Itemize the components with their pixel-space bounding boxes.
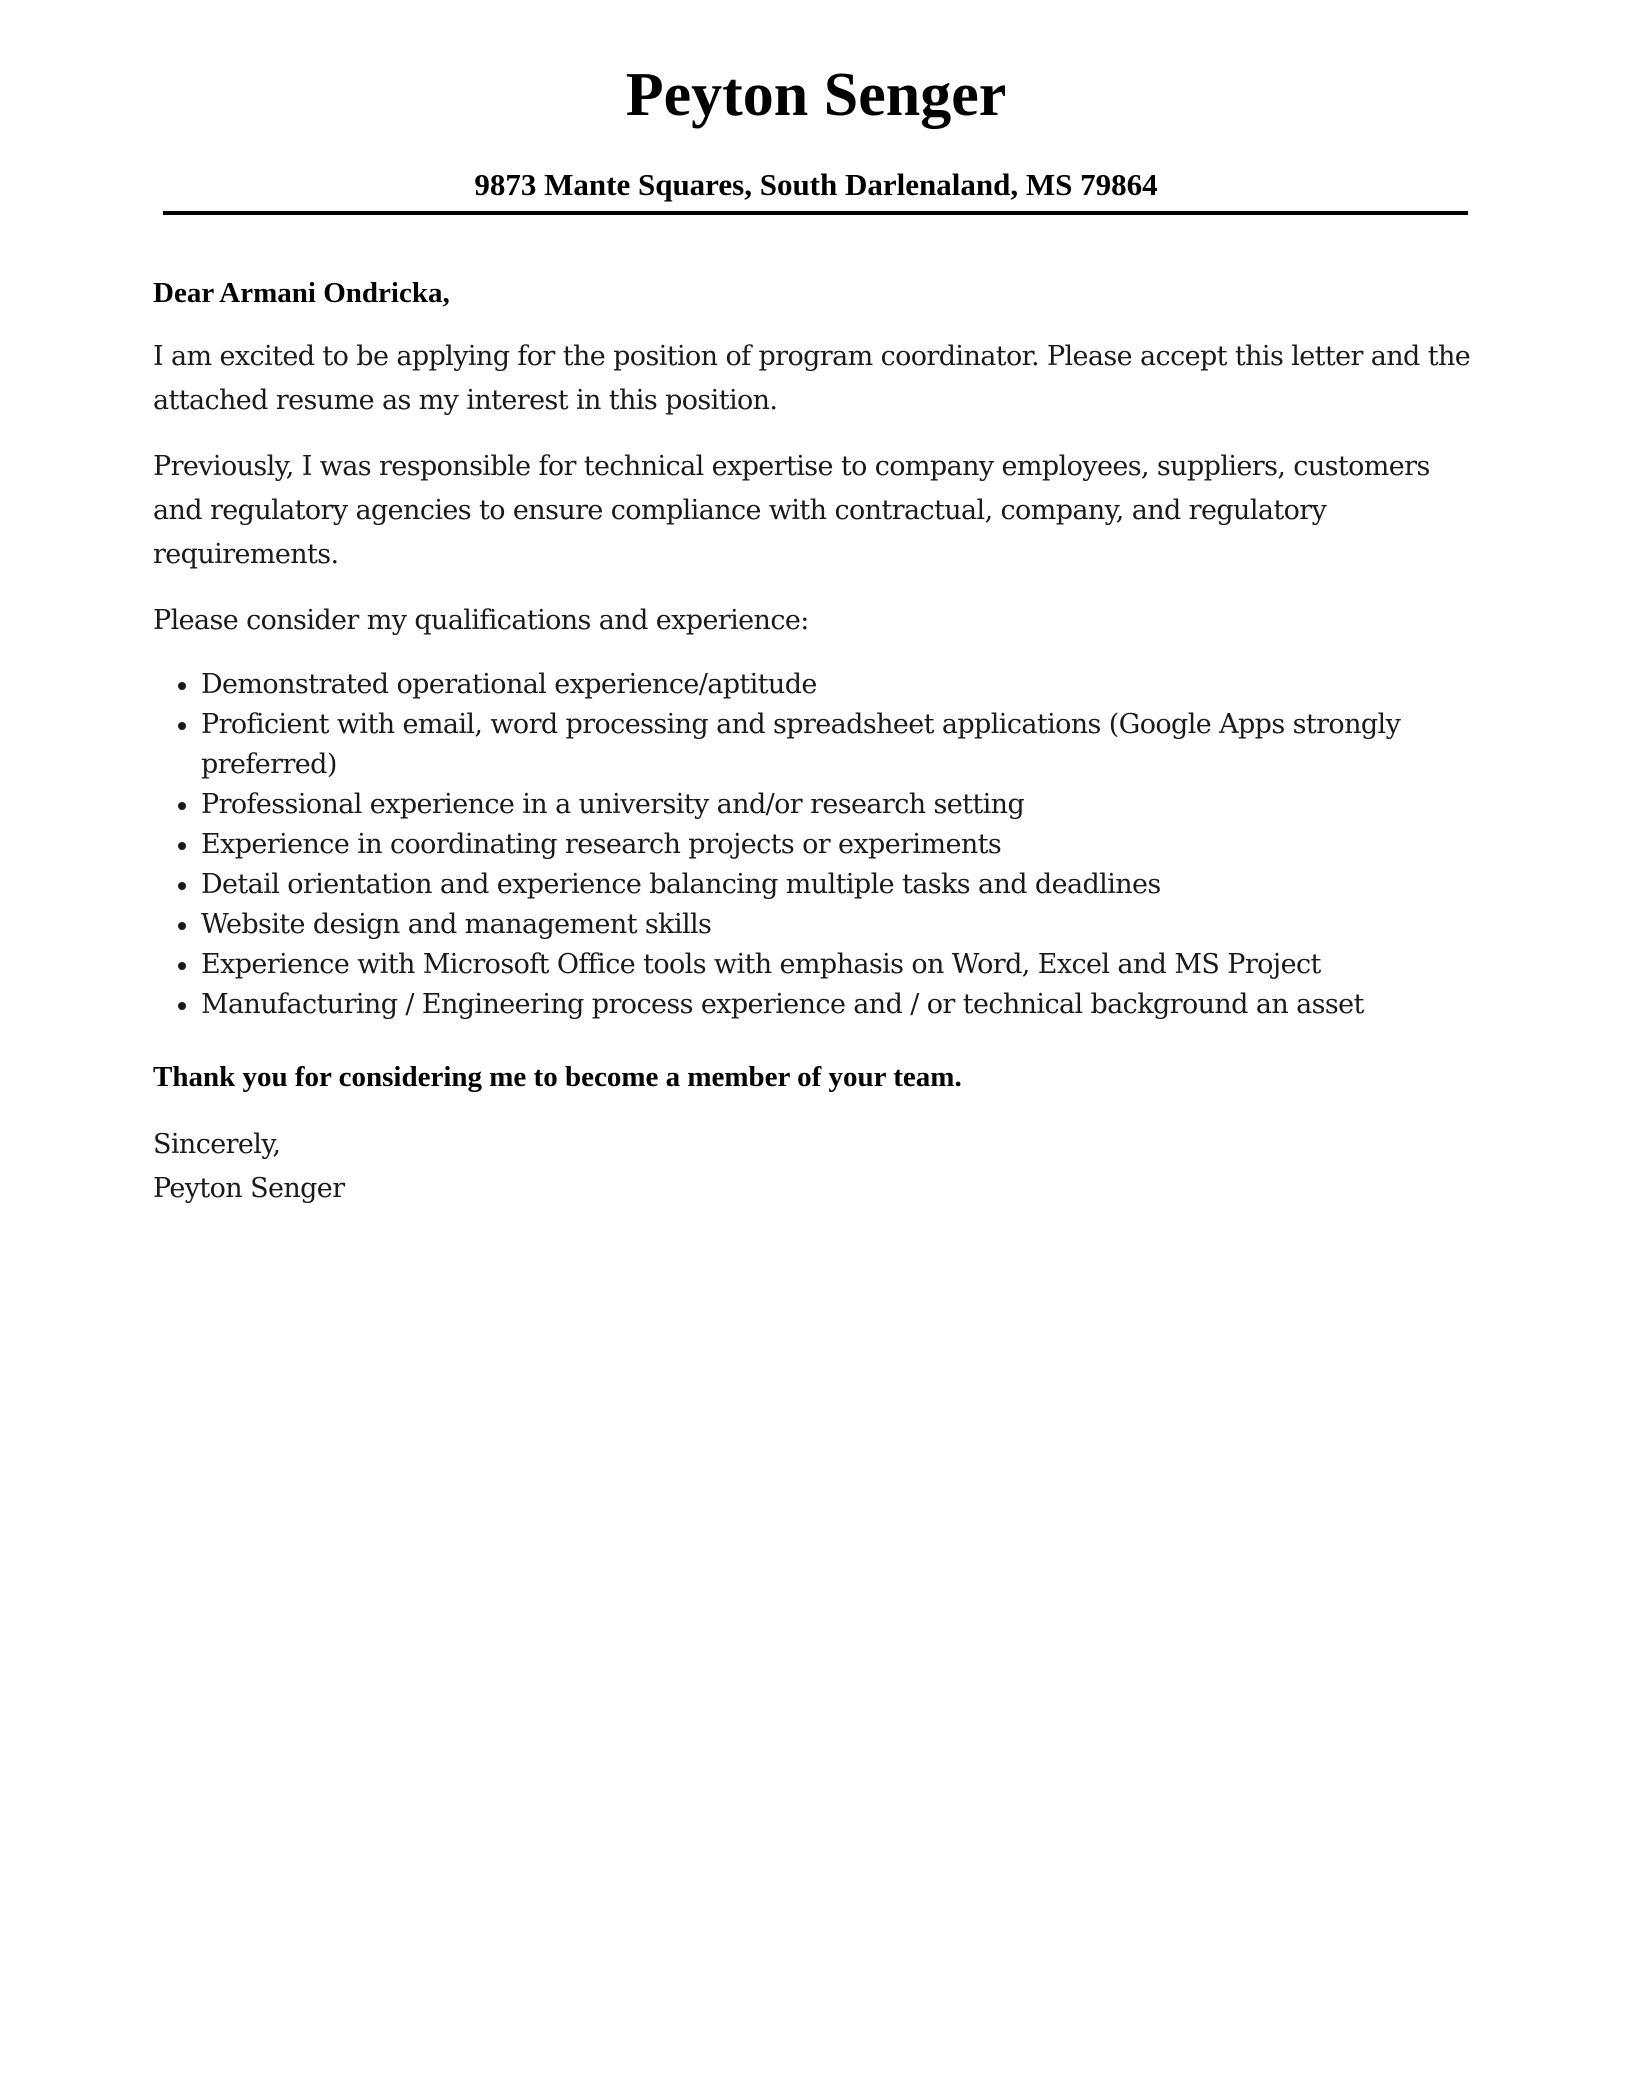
list-item	[153, 905, 1483, 945]
header-divider	[163, 211, 1468, 215]
experience-paragraph: Previously, I was responsible for technical expertise to company employees, suppliers, customers and regulatory agencies to ensure compliance with contractual, company, and regulatory requirements.	[153, 451, 1430, 570]
bullet-icon	[178, 842, 186, 850]
list-item	[153, 985, 1483, 1025]
letter-body	[153, 273, 1483, 1211]
signature-name: Peyton Senger	[153, 1173, 345, 1204]
bullet-icon	[178, 802, 186, 810]
list-item-text: Manufacturing / Engineering process experience and / or technical background an asset	[201, 989, 1364, 1020]
letter-header	[0, 55, 1632, 205]
list-item	[153, 785, 1483, 825]
list-item	[153, 705, 1483, 785]
sender-address: 9873 Mante Squares, South Darlenaland, MS 79864	[474, 167, 1158, 202]
list-item-text: Demonstrated operational experience/aptitude	[201, 669, 817, 700]
list-item	[153, 945, 1483, 985]
list-item-text: Professional experience in a university and/or research setting	[201, 789, 1025, 820]
bullet-icon	[178, 722, 186, 730]
list-item-text: Experience with Microsoft Office tools with emphasis on Word, Excel and MS Project	[201, 949, 1321, 980]
bullet-icon	[178, 922, 186, 930]
list-item	[153, 665, 1483, 705]
list-item	[153, 865, 1483, 905]
closing-statement: Thank you for considering me to become a member of your team.	[153, 1061, 962, 1093]
sender-name: Peyton Senger	[625, 61, 1007, 129]
bullet-icon	[178, 682, 186, 690]
list-item-text: Detail orientation and experience balancing multiple tasks and deadlines	[201, 869, 1161, 900]
bullet-icon	[178, 1002, 186, 1010]
qualifications-list	[153, 665, 1483, 1025]
list-item-text: Website design and management skills	[201, 909, 712, 940]
signoff: Sincerely,	[153, 1129, 281, 1160]
bullet-icon	[178, 882, 186, 890]
salutation: Dear Armani Ondricka,	[153, 277, 450, 309]
qualifications-intro: Please consider my qualifications and experience:	[153, 605, 809, 636]
list-item	[153, 825, 1483, 865]
list-item-text: Experience in coordinating research projects or experiments	[201, 829, 1002, 860]
intro-paragraph: I am excited to be applying for the position of program coordinator. Please accept this letter and the attached resume as my interest in this position.	[153, 341, 1471, 416]
list-item-text: Proficient with email, word processing and spreadsheet applications (Google Apps strongly preferred)	[201, 709, 1401, 780]
bullet-icon	[178, 962, 186, 970]
